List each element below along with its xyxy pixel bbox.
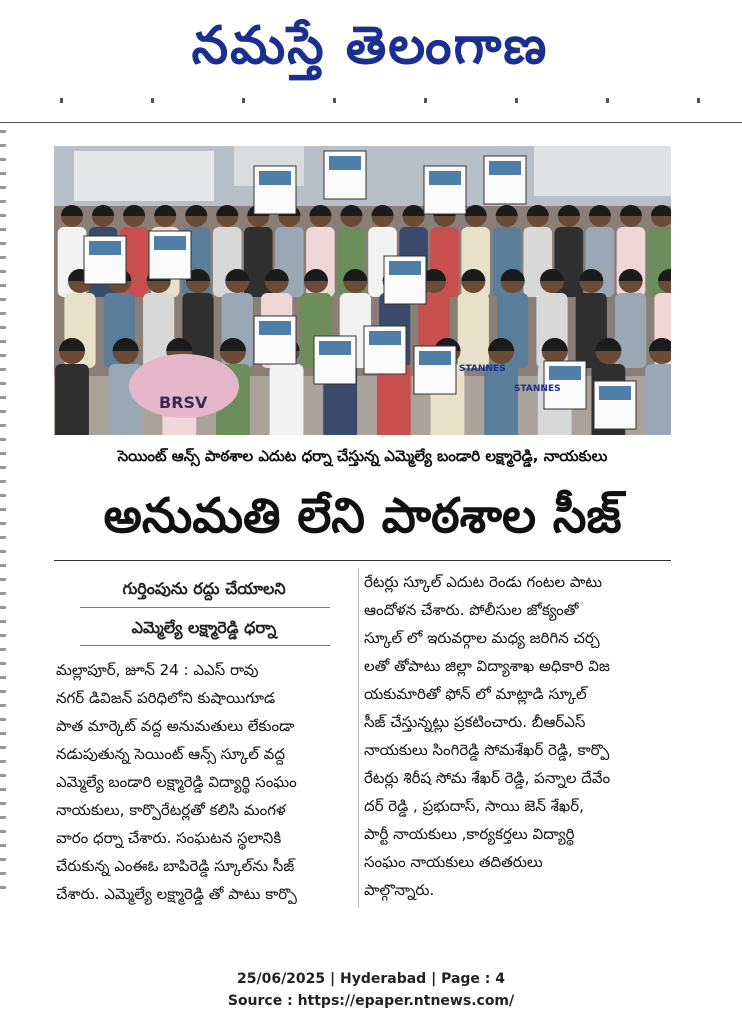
body-line: ఆందోళన చేశారు. పోలీసుల జోక్యంతో (364, 601, 579, 619)
banner-text: BRSV (159, 393, 208, 412)
headline-rule (54, 560, 671, 561)
photo-caption: సెయింట్ ఆన్స్ పాఠశాల ఎదుట ధర్నా చేస్తున్న ఎమ్మెల్యే బండారి లక్ష్మారెడ్డి, నాయకులు (117, 447, 608, 465)
body-line: నాయకులు సింగిరెడ్డి సోమశేఖర్ రెడ్డి, కార్పొ (364, 741, 610, 759)
body-line: నగర్ డివిజన్ పరిధిలోని కుషాయిగూడ (56, 689, 276, 707)
body-line: దర్ రెడ్డి , ప్రభుదాస్, సాయి జెన్ శేఖర్, (364, 797, 584, 815)
page-footer (0, 968, 742, 1012)
header-rule (0, 122, 742, 123)
body-line: చేరుకున్న ఎంఈఓ బాపిరెడ్డి స్కూల్‌ను సీజ్ (56, 857, 295, 875)
body-line: సీజ్ చేస్తున్నట్లు ప్రకటించారు. బీఆర్ఎస్ (364, 713, 586, 731)
masthead-separator-marks (60, 96, 700, 104)
body-line: పాల్గొన్నారు. (364, 881, 435, 899)
body-line: స్కూల్ లో ఇరువర్గాల మధ్య జరిగిన చర్చ (364, 629, 600, 647)
subhead-divider (80, 607, 330, 608)
body-line: నడుపుతున్న సెయింట్ ఆన్స్ స్కూల్ వద్ద (56, 745, 285, 763)
body-line: లతో తోపాటు జిల్లా విద్యాశాఖ అధికారి విజ (364, 657, 610, 675)
page-edge-marks (0, 130, 6, 900)
body-line: పార్టీ నాయకులు ,కార్యకర్తలు విద్యార్థి (364, 825, 575, 843)
placard-text: STANNES (459, 364, 506, 374)
body-line: యకుమారితో ఫోన్ లో మాట్లాడి స్కూల్ (364, 685, 587, 703)
body-line: సంఘం నాయకులు తదితరులు (364, 853, 543, 871)
footer-date-edition: 25/06/2025 | Hyderabad | Page : 4 (236, 971, 506, 987)
subheadline-2: ఎమ్మెల్యే లక్ష్మారెడ్డి ధర్నా (131, 618, 277, 637)
body-line: వారం ధర్నా చేశారు. సంఘటన స్థలానికి (56, 829, 282, 847)
protest-photo (54, 146, 671, 435)
body-line: పాత మార్కెట్ వద్ద అనుమతులు లేకుండా (56, 717, 295, 735)
body-line: రేటర్లు స్కూల్ ఎదుట రెండు గంటల పాటు (364, 573, 603, 591)
newspaper-masthead: నమస్తే తెలంగాణ (191, 16, 549, 76)
footer-source-link[interactable]: Source : https://epaper.ntnews.com/ (227, 993, 515, 1009)
body-line: ఎమ్మెల్యే బండారి లక్ష్మారెడ్డి విద్యార్థి సంఘం (56, 773, 297, 791)
subhead-divider (80, 645, 330, 646)
article-headline: అనుమతి లేని పాఠశాల సీజ్ (103, 488, 622, 544)
article-body-left-column (56, 656, 356, 908)
body-line: మల్లాపూర్, జూన్ 24 : ఎఎస్ రావు (56, 661, 259, 679)
subheadline-1: గుర్తింపును రద్దు చేయాలని (122, 579, 286, 598)
column-divider (358, 568, 359, 908)
placard-text: STANNES (514, 384, 561, 394)
article-body-right-column (364, 568, 674, 904)
body-line: రేటర్లు శిరీష సోమ శేఖర్ రెడ్డి, పన్నాల దేవేం (364, 769, 611, 787)
body-line: నాయకులు, కార్పొరేటర్లతో కలిసి మంగళ (56, 801, 286, 819)
body-line: చేశారు. ఎమ్మెల్యే లక్ష్మారెడ్డి తో పాటు కార్పొ (56, 885, 297, 903)
